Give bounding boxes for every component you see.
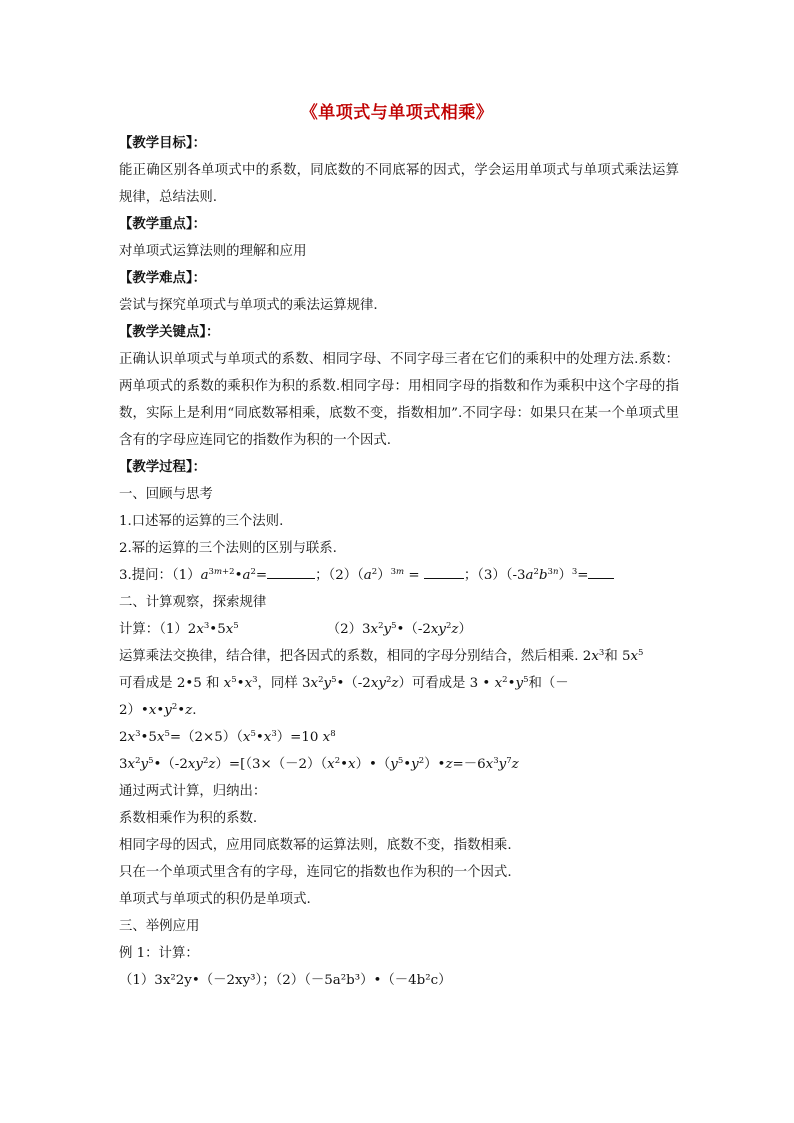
objective-heading: 【教学目标】： [119,135,207,151]
part1-heading: 一、回顾与思考 [119,487,213,502]
objective-text: 能正确区别各单项式中的系数，同底数的不同底幂的因式，学会运用单项式与单项式乘法运算规律，总结法则. [119,163,679,205]
part1-item2: 2.幂的运算的三个法则的区别与联系. [119,541,337,556]
answer-blank-1 [267,566,315,579]
document-body [119,130,679,994]
explain-text-6: 2）• [119,703,149,718]
answer-blank-3 [588,566,614,579]
part1-item3: 3.提问：$(1)a^{3m+2}•a^2=$ ；$(2)(a^2)^{3m}$ = ；$(3)(-3a^2b^{3n})^3=$ [119,562,679,589]
calc-prefix: 计算：（1） [119,622,188,637]
calc-2: （2） [326,622,363,637]
rule-3: 只在一个单项式里含有的字母，连同它的指数也作为积的一个因式. [119,865,512,880]
item3-p2: ；（2）（ [315,568,364,583]
part2-explain-3: $2)•x•y^2•z$. [119,702,197,718]
part2-explain-1: 运算乘法交换律，结合律，把各因式的系数，相同的字母分别结合，然后相乘. $2x^3$和 $5x^5$ [119,648,644,664]
item3-p3: ；（3）（-3 [463,568,526,583]
example-1: （1）3x²2y•（－2xy³）；（2）（－5a²b³）•（－4b²c） [119,973,452,988]
answer-blank-2 [424,566,464,579]
document-title: 《单项式与单项式相乘》 [300,103,494,123]
part2-step1: $2x^3•5x^5=(2\times 5)(x^5•x^3)=10$ $x^8$ [119,729,336,745]
rule-2: 相同字母的因式，应用同底数幂的运算法则，底数不变，指数相乘. [119,838,512,853]
part2-explain-2: 可看成是 2•5 和 $x^5•x^3$，同样 $3x^2y^5•(-2xy^2z)$可看成是 3 • $x^2•y^5$和（－ [119,675,569,691]
item3-prefix: 3.提问：（1） [119,568,201,583]
keypoint-heading: 【教学关键点】： [119,324,220,340]
example-label: 例 1：计算： [119,946,199,961]
step1-result: =10 [290,730,319,745]
keypoint-text: 正确认识单项式与单项式的系数、相同字母、不同字母三者在它们的乘积中的处理方法.系数：两单项式的系数的乘积作为积的系数.相同字母：用相同字母的指数和作为乘积中这个字母的指数，实际上是利用“同底数幂相乘，底数不变，指数相加”.不同字母：如果只在某一个单项式里含有的字母应连同它的指数作为积的一个因式. [119,352,679,448]
difficulty-text: 尝试与探究单项式与单项式的乘法运算规律. [119,298,378,313]
part2-calc: 计算：$(1)2x^3•5x^5$ $(2)3x^2y^5•(-2xy^2z)$ [119,621,472,637]
process-heading: 【教学过程】： [119,459,207,475]
key-heading: 【教学重点】： [119,216,207,232]
difficulty-heading: 【教学难点】： [119,270,207,286]
explain-text-2: 可看成是 2•5 和 [119,676,220,691]
explain-text-4: 可看成是 3 • [411,676,491,691]
part2-heading: 二、计算观察，探索规律 [119,595,267,610]
explain-text-1: 运算乘法交换律，结合律，把各因式的系数，相同的字母分别结合，然后相乘. [119,649,579,664]
rule-4: 单项式与单项式的积仍是单项式. [119,892,311,907]
part2-step2: $3x^2y^5•(-2xy^2z)=[(3\times(-2)(x^2•x)•(y^5•y^2)•z=-6x^3y^7z$ [119,756,519,772]
part3-heading: 三、举例应用 [119,919,200,934]
summary-intro: 通过两式计算，归纳出： [119,784,267,799]
rule-1: 系数相乘作为积的系数. [119,811,258,826]
key-text: 对单项式运算法则的理解和应用 [119,244,307,259]
explain-text-5: 和（－ [528,676,569,691]
explain-text-3: ，同样 [257,676,298,691]
item3-end: = [577,568,589,583]
part1-item1: 1.口述幂的运算的三个法则. [119,514,284,529]
